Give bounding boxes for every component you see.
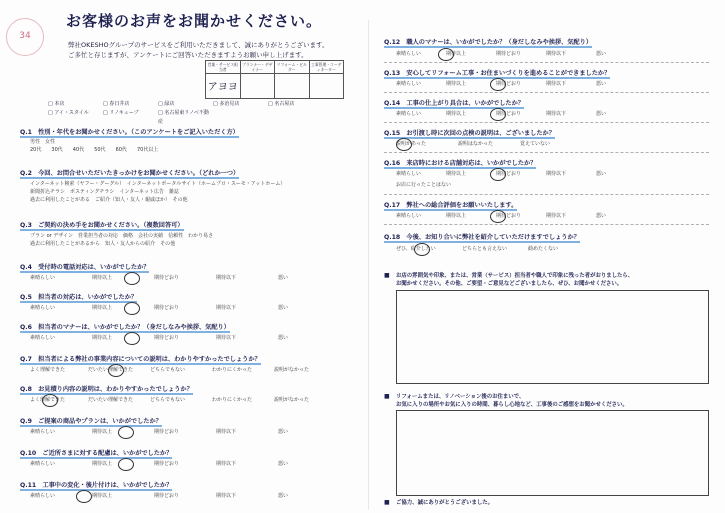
question-label: Q.15 お引渡し時に次回の点検の説明は、ございましたか？ [384, 130, 555, 137]
separator [384, 194, 709, 195]
option[interactable]: 悪い [596, 213, 607, 219]
question-label: Q.17 弊社への総合評価をお願いいたします。 [384, 202, 518, 209]
option[interactable]: 知人・友人からの紹介 [105, 241, 156, 247]
option[interactable]: ご紹介（知人・友人・親戚ほか） [95, 197, 168, 203]
comment2-line: リフォームまたは、リノベーション後のお住まいで、 [396, 394, 525, 400]
question-4 [20, 262, 149, 271]
option[interactable]: 悪い [596, 51, 607, 57]
option[interactable]: 悪い [596, 81, 607, 87]
option[interactable]: インターネット広告 [119, 189, 165, 195]
option[interactable]: 悪い [278, 493, 289, 499]
q12-options [396, 50, 606, 57]
question-label: Q.3 ご契約の決め手をお聞かせください。（複数回答可） [20, 222, 184, 229]
option[interactable]: だいたい理解できた [88, 397, 134, 403]
answer-circle [124, 272, 140, 285]
question-11 [20, 480, 172, 489]
option[interactable]: 期待以下 [216, 335, 237, 341]
option[interactable]: 説明があった [396, 141, 426, 147]
option[interactable]: 営業担当者の対応 [77, 233, 118, 239]
option[interactable]: 素晴らしい [30, 461, 56, 467]
option[interactable]: 悪い [278, 335, 289, 341]
answer-circle [490, 108, 506, 121]
intro-line: ご多忙と存じますが、アンケートにご回答いただきますようお願い申し上げます。 [68, 51, 308, 59]
option[interactable]: プラン or デザイン [30, 233, 73, 239]
option[interactable]: 期待以上 [446, 111, 467, 117]
question-label: Q.14 工事の仕上がり具合は、いかがでしたか？ [384, 100, 524, 107]
answer-circle [438, 48, 454, 61]
option[interactable]: お店に行ったことはない [396, 182, 452, 188]
q11-options [30, 492, 288, 499]
option[interactable]: 期待以上 [92, 429, 113, 435]
store-checkbox[interactable]: □ 本店 [48, 100, 103, 109]
q2-options [30, 180, 285, 204]
staff-signature[interactable] [241, 74, 275, 78]
option[interactable]: 素晴らしい [30, 493, 56, 499]
option[interactable]: その他 [160, 241, 176, 247]
option[interactable]: 期待どおり [154, 461, 180, 467]
comment1-prompt [396, 272, 633, 288]
q9-options [30, 428, 288, 435]
question-label: Q.18 今後、お知り合いに弊社を紹介していただけますでしょうか？ [384, 234, 580, 241]
option[interactable]: 期待以上 [92, 461, 113, 467]
option[interactable]: 素晴らしい [396, 111, 422, 117]
option[interactable]: 説明はなかった [458, 141, 494, 147]
option[interactable]: よく理解できた [30, 367, 66, 373]
staff-cell [309, 61, 344, 98]
option[interactable]: ぜひ、紹介したい [396, 246, 436, 252]
question-label: Q.13 安心してリフォーム工事・お住まいづくりを進めることができましたか？ [384, 70, 611, 77]
option[interactable]: どちらでもない [150, 367, 185, 373]
option[interactable]: 期待どおり [154, 275, 180, 281]
question-label: Q.5 担当者の対応は、いかがでしたか？ [20, 294, 138, 301]
store-checkbox[interactable]: □ 緑店 [158, 100, 213, 109]
option[interactable]: 雑誌 [169, 189, 180, 195]
staff-header: 営業・サービス担当者 [207, 62, 238, 72]
separator [384, 152, 709, 153]
option[interactable]: 期待以下 [546, 81, 567, 87]
answer-circle [490, 210, 506, 223]
option[interactable]: 期待どおり [496, 111, 522, 117]
option[interactable]: 悪い [278, 429, 289, 435]
option[interactable]: 期待どおり [154, 493, 180, 499]
question-2 [20, 168, 239, 177]
option[interactable]: 過去に利用したことがあるから [30, 241, 101, 247]
separator [384, 122, 709, 123]
option[interactable]: 期待どおり [496, 51, 522, 57]
option[interactable]: 悪い [278, 305, 289, 311]
intro-line: 弊社OKESHOグループのサービスをご利用いただきまして、誠にありがとうございます。 [68, 41, 329, 49]
option[interactable]: 70代以上 [136, 147, 159, 153]
answer-circle [118, 458, 134, 471]
option[interactable]: 覚えていない [520, 141, 551, 147]
staff-header: リフォーム・ビルダー [276, 62, 307, 72]
option[interactable]: わかりにくかった [212, 367, 253, 373]
answer-circle [124, 332, 140, 345]
question-6 [20, 322, 230, 331]
option[interactable]: 期待以上 [92, 305, 113, 311]
page-stamp: 34 [6, 18, 44, 56]
option[interactable]: 期待どおり [154, 335, 180, 341]
option[interactable]: 悪い [278, 461, 289, 467]
question-3 [20, 220, 184, 229]
option[interactable]: 悪い [278, 275, 289, 281]
option[interactable]: 悪い [596, 111, 607, 117]
q3-options [30, 232, 213, 248]
question-label: Q.7 担当者による弊社の事業内容についての説明は、わかりやすかったでしょうか？ [20, 356, 261, 363]
q10-options [30, 460, 288, 467]
q7-options [30, 366, 309, 373]
option[interactable]: 期待以上 [446, 81, 467, 87]
option[interactable]: その他 [172, 197, 188, 203]
option[interactable]: どちらでもない [150, 397, 185, 403]
option[interactable]: だいたい理解できた [88, 367, 134, 373]
thanks-text: ご協力、誠にありがとうございました。 [396, 500, 494, 506]
option[interactable]: 素晴らしい [396, 81, 422, 87]
q6-options [30, 334, 288, 341]
question-17 [384, 200, 517, 209]
option[interactable]: 男性 [30, 139, 41, 145]
staff-signature[interactable] [310, 74, 344, 78]
comment1-line: お店の雰囲気や印象、または、営業（サービス）担当者や職人で印象に残った者がおりましたら、 [396, 273, 634, 279]
option[interactable]: 期待以下 [546, 51, 567, 57]
q8-options [30, 396, 309, 403]
comment2-prompt [396, 393, 628, 409]
question-label: Q.8 お見積り内容の説明は、わかりやすかったでしょうか？ [20, 386, 193, 393]
option[interactable]: 期待以下 [546, 111, 567, 117]
question-15 [384, 128, 555, 137]
option[interactable]: 期待どおり [154, 429, 180, 435]
option[interactable]: 期待どおり [496, 171, 522, 177]
question-10 [20, 448, 172, 457]
option[interactable]: 新聞折込チラシ [30, 189, 66, 195]
option[interactable]: 40代 [72, 147, 85, 153]
bullet-icon: ■ [384, 393, 390, 400]
option[interactable]: 過去に利用したことがある [30, 197, 91, 203]
answer-circle [42, 394, 58, 407]
staff-signature[interactable]: アヨヨ [207, 82, 238, 93]
question-13 [384, 68, 610, 77]
separator [384, 62, 709, 63]
answer-circle [490, 168, 506, 181]
staff-header: 工事管理・コーディネーター [311, 62, 342, 72]
option[interactable]: 素晴らしい [396, 213, 422, 219]
question-5 [20, 292, 137, 301]
option[interactable]: 期待以下 [216, 429, 237, 435]
option[interactable]: 会社の実績 [138, 233, 164, 239]
option[interactable]: よく理解できた [30, 397, 66, 403]
question-7 [20, 354, 261, 363]
option[interactable]: 期待以上 [446, 213, 467, 219]
staff-table [205, 60, 344, 99]
answer-circle [124, 302, 140, 315]
option[interactable]: 素晴らしい [30, 275, 56, 281]
question-8 [20, 384, 193, 393]
question-label: Q.16 来店時における店舗対応は、いかがでしたか？ [384, 160, 537, 167]
answer-circle [108, 364, 124, 377]
option[interactable]: 期待どおり [496, 81, 522, 87]
option[interactable]: 信頼性 [168, 233, 184, 239]
staff-cell [274, 61, 309, 98]
option[interactable]: 期待以上 [92, 335, 113, 341]
option[interactable]: 60代 [115, 147, 127, 153]
option[interactable]: 価格 [123, 233, 134, 239]
question-label: Q.2 今回、お問合せいただいたきっかけをお聞かせください。（どれか一つ） [20, 170, 240, 177]
question-label: Q.4 受付時の電話対応は、いかがでしたか？ [20, 264, 150, 271]
comment1-line: お聞かせください。その他、ご要望・ご意見などございましたら、ぜひ、お聞かせください。 [396, 281, 623, 287]
store-checklist [48, 100, 323, 127]
staff-header: プランナー・デザイナー [242, 62, 273, 72]
page-title: お客様のお声をお聞かせください。 [66, 12, 323, 30]
bullet-icon: ■ [384, 272, 390, 279]
option[interactable]: インターネット検索（ヤフー・グーグル） [30, 181, 122, 187]
option[interactable]: どちらとも言えない [462, 246, 508, 252]
option[interactable]: 女性 [45, 139, 56, 145]
answer-circle [490, 78, 506, 91]
question-label: Q.6 担当者のマナーは、いかがでしたか？（身だしなみや挨拶、気配り） [20, 324, 230, 331]
intro-text [68, 40, 368, 60]
comment2-line: お気に入りの場所やお気に入りの時間、暮らし心地など、工事後のご感想をお聞かせください。 [396, 402, 628, 408]
option[interactable]: 期待以上 [92, 275, 113, 281]
question-18 [384, 232, 580, 241]
question-14 [384, 98, 524, 107]
option[interactable]: わかり易さ [188, 233, 214, 239]
option[interactable]: 期待以下 [216, 275, 237, 281]
option[interactable]: 悪い [596, 171, 607, 177]
option[interactable]: 期待以上 [446, 51, 467, 57]
option[interactable]: 期待どおり [154, 305, 180, 311]
separator [384, 92, 709, 93]
option[interactable]: わかりにくかった [212, 397, 253, 403]
q15-options [396, 140, 550, 147]
answer-circle [118, 426, 134, 439]
answer-circle [414, 243, 430, 256]
q1-options [30, 138, 158, 154]
answer-circle [396, 138, 412, 151]
option[interactable]: 素晴らしい [30, 335, 56, 341]
question-label: Q.10 ご近所さまに対する配慮は、いかがでしたか？ [20, 450, 173, 457]
q16-extra-option [396, 181, 451, 188]
question-label: Q.11 工事中の変化・後片付けは、いかがでしたか？ [20, 482, 173, 489]
option[interactable]: 30代 [51, 147, 63, 153]
question-9 [20, 416, 162, 425]
option[interactable]: 素晴らしい [30, 429, 56, 435]
option[interactable]: ポスティングチラシ [70, 189, 115, 195]
question-16 [384, 158, 536, 167]
question-1 [20, 127, 239, 136]
comment1-textbox[interactable] [396, 290, 709, 384]
separator [384, 224, 709, 225]
option[interactable]: 期待以下 [216, 461, 237, 467]
option[interactable]: 期待どおり [496, 213, 522, 219]
option[interactable]: 説明がなかった [274, 367, 310, 373]
option[interactable]: 素晴らしい [30, 305, 56, 311]
question-label: Q.9 ご提案の商品やプランは、いかがでしたか？ [20, 418, 162, 425]
question-label: Q.1 性別・年代をお聞かせください。（このアンケートをご記入いただく方） [20, 129, 239, 136]
option[interactable]: 期待以下 [546, 171, 567, 177]
store-checkbox[interactable]: □ リノキューブ [103, 109, 158, 127]
column-divider [368, 20, 369, 510]
q5-options [30, 304, 288, 311]
store-checkbox[interactable]: □ 春日井店 [103, 100, 158, 109]
question-12 [384, 37, 592, 46]
store-checkbox[interactable]: □ 多治見店 [213, 100, 268, 109]
option[interactable]: 期待以下 [546, 213, 567, 219]
option[interactable]: 期待以下 [216, 305, 237, 311]
bullet-icon: ■ [384, 499, 390, 506]
option[interactable]: 勧めたくない [528, 246, 559, 252]
staff-cell [240, 61, 275, 98]
option[interactable]: インターネットポータルサイト（ホームプロ・スーモ・アットホーム） [126, 181, 286, 187]
option[interactable]: 20代 [30, 147, 42, 153]
option[interactable]: 説明がなかった [274, 397, 310, 403]
option[interactable]: 期待以上 [446, 171, 467, 177]
store-checkbox[interactable]: □ 名古屋店 [268, 100, 323, 109]
option[interactable]: 期待以上 [92, 493, 113, 499]
option[interactable]: 素晴らしい [396, 51, 422, 57]
staff-cell [206, 61, 240, 98]
question-label: Q.12 職人のマナーは、いかがでしたか？（身だしなみや挨拶、気配り） [384, 39, 593, 46]
store-checkbox[interactable]: □ 名古屋東リノベ不動産 [158, 109, 213, 127]
option[interactable]: 素晴らしい [396, 171, 422, 177]
store-checkbox[interactable]: □ アイ・スタイル [48, 109, 103, 127]
option[interactable]: 期待以下 [216, 493, 237, 499]
staff-signature[interactable] [275, 74, 309, 78]
q4-options [30, 274, 288, 281]
answer-circle [76, 490, 92, 503]
comment2-textbox[interactable] [396, 410, 709, 496]
option[interactable]: 50代 [94, 147, 106, 153]
